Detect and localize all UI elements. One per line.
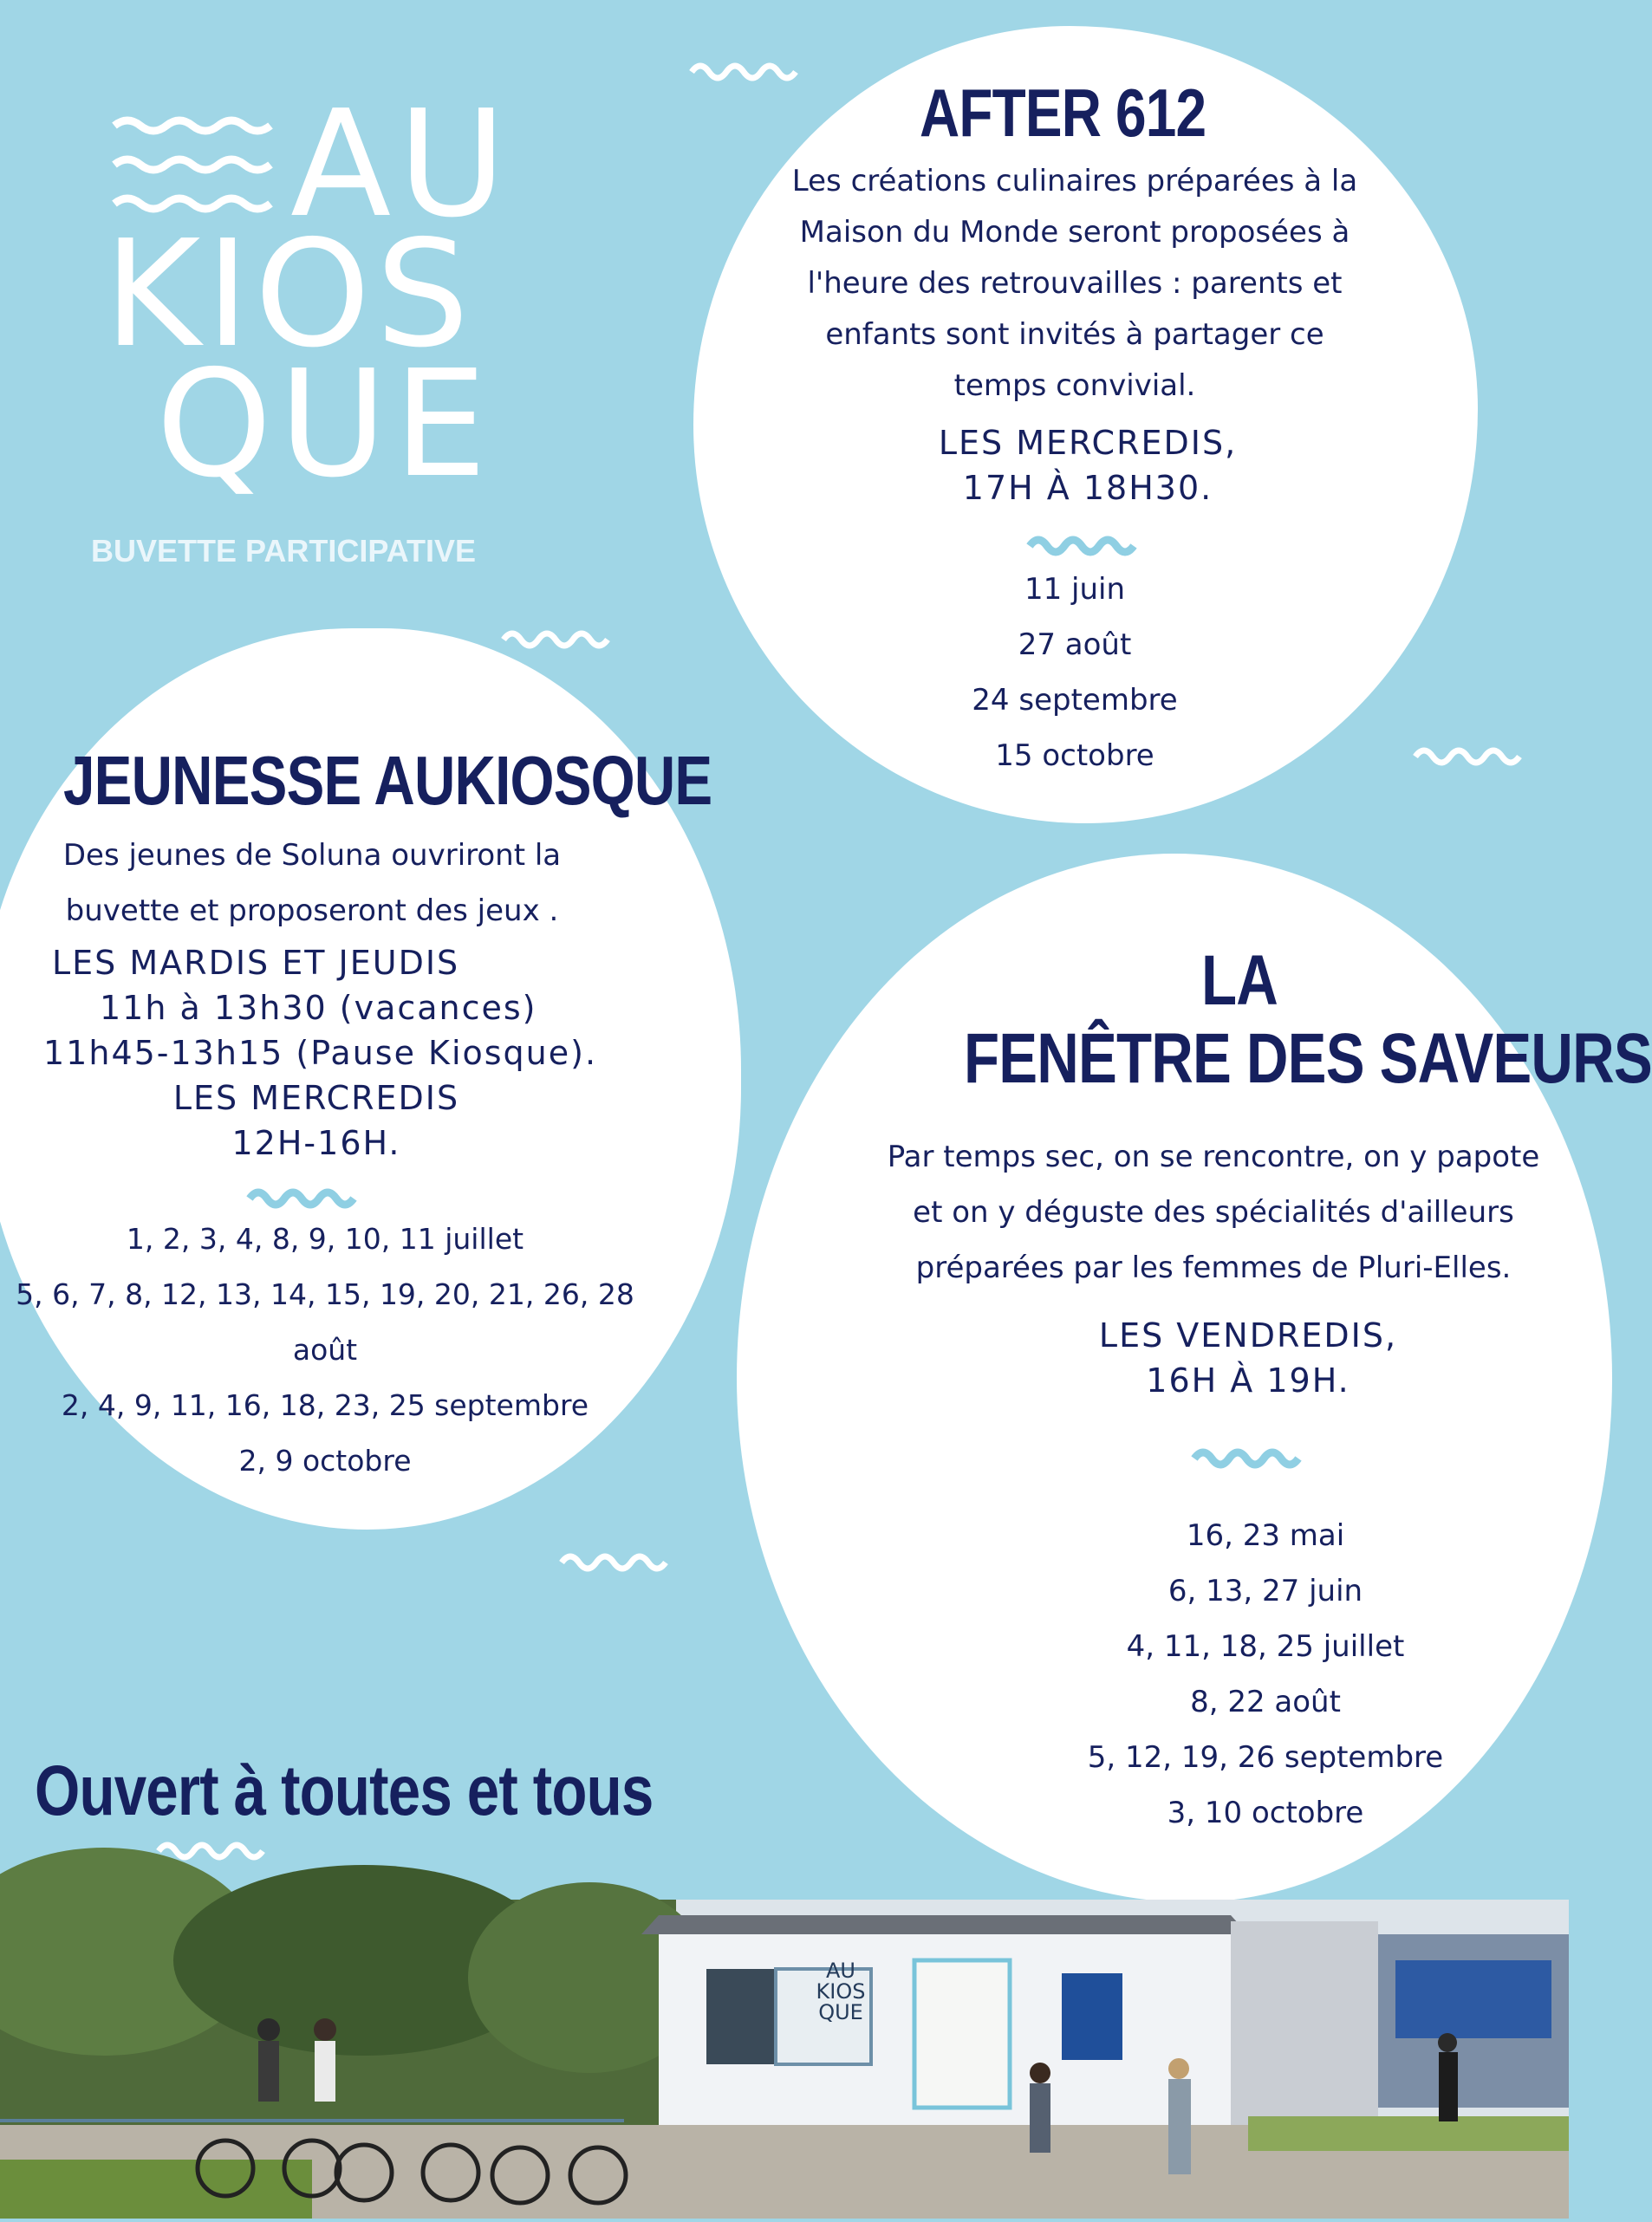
logo-line-au: AU: [290, 79, 513, 250]
fenetre-dates: [1031, 1508, 1499, 1841]
date-item: 24 septembre: [972, 683, 1178, 718]
date-item: 5, 12, 19, 26 septembre: [1087, 1740, 1444, 1775]
fenetre-title-line2: FENÊTRE DES SAVEURS: [964, 1019, 1652, 1098]
fenetre-title-line1: LA: [1201, 941, 1278, 1020]
wave-icon: [156, 1835, 269, 1861]
jeunesse-dates: [9, 1212, 641, 1489]
wave-icon: [1027, 530, 1140, 556]
date-item: 16, 23 mai: [1186, 1518, 1345, 1553]
logo-line-kios: KIOS: [104, 209, 475, 380]
date-item: 15 octobre: [995, 738, 1154, 773]
wave-icon: [1192, 1443, 1304, 1469]
after-612-dates: [901, 562, 1248, 783]
wave-icon: [501, 624, 614, 650]
fenetre-schedule: LES VENDREDIS, 16H À 19H.: [1098, 1316, 1398, 1400]
kiosk-photo: [0, 1900, 1569, 2219]
after-612-description: Les créations culinaires préparées à la Maison du Monde seront proposées à l'heure des retrouvailles : parents et enfants sont invités à partager ce temps convivial.: [791, 164, 1358, 403]
date-item: 11 juin: [1024, 572, 1126, 607]
date-item: 2, 9 octobre: [238, 1444, 412, 1478]
jeunesse-schedule: LES MARDIS ET JEUDIS 11h à 13h30 (vacances) 11h45-13h15 (Pause Kiosque). LES MERCREDIS 12H-16H.: [43, 944, 598, 1162]
logo-tagline: BUVETTE PARTICIPATIVE: [91, 533, 477, 568]
after-612-schedule: LES MERCREDIS, 17H À 18H30.: [938, 424, 1238, 507]
date-item: août: [292, 1333, 358, 1367]
jeunesse-title: JEUNESSE AUKIOSQUE: [63, 742, 712, 819]
date-item: 27 août: [1018, 627, 1132, 662]
date-item: 5, 6, 7, 8, 12, 13, 14, 15, 19, 20, 21, 26, 28: [16, 1277, 634, 1311]
date-item: 1, 2, 3, 4, 8, 9, 10, 11 juillet: [126, 1222, 524, 1256]
fenetre-description: Par temps sec, on se rencontre, on y papote et on y déguste des spécialités d'ailleurs préparées par les femmes de Pluri-Elles.: [887, 1140, 1540, 1285]
slogan: Ouvert à toutes et tous: [35, 1751, 654, 1830]
date-item: 8, 22 août: [1190, 1685, 1341, 1719]
date-item: 6, 13, 27 juin: [1167, 1574, 1363, 1608]
date-item: 3, 10 octobre: [1167, 1796, 1364, 1830]
wave-icon: [247, 1183, 360, 1209]
date-item: 2, 4, 9, 11, 16, 18, 23, 25 septembre: [61, 1388, 589, 1422]
logo-line-que: QUE: [156, 339, 494, 510]
kiosk-scene-illustration: [0, 1900, 1569, 2219]
jeunesse-description: Des jeunes de Soluna ouvriront la buvette et proposeront des jeux .: [62, 838, 562, 928]
wave-icon: [1413, 741, 1525, 767]
after-612-title: AFTER 612: [920, 75, 1206, 151]
kiosk-sign: AU KIOS QUE: [816, 1959, 866, 2024]
wave-icon: [689, 56, 802, 82]
wave-icon: [559, 1547, 672, 1573]
date-item: 4, 11, 18, 25 juillet: [1126, 1629, 1405, 1664]
